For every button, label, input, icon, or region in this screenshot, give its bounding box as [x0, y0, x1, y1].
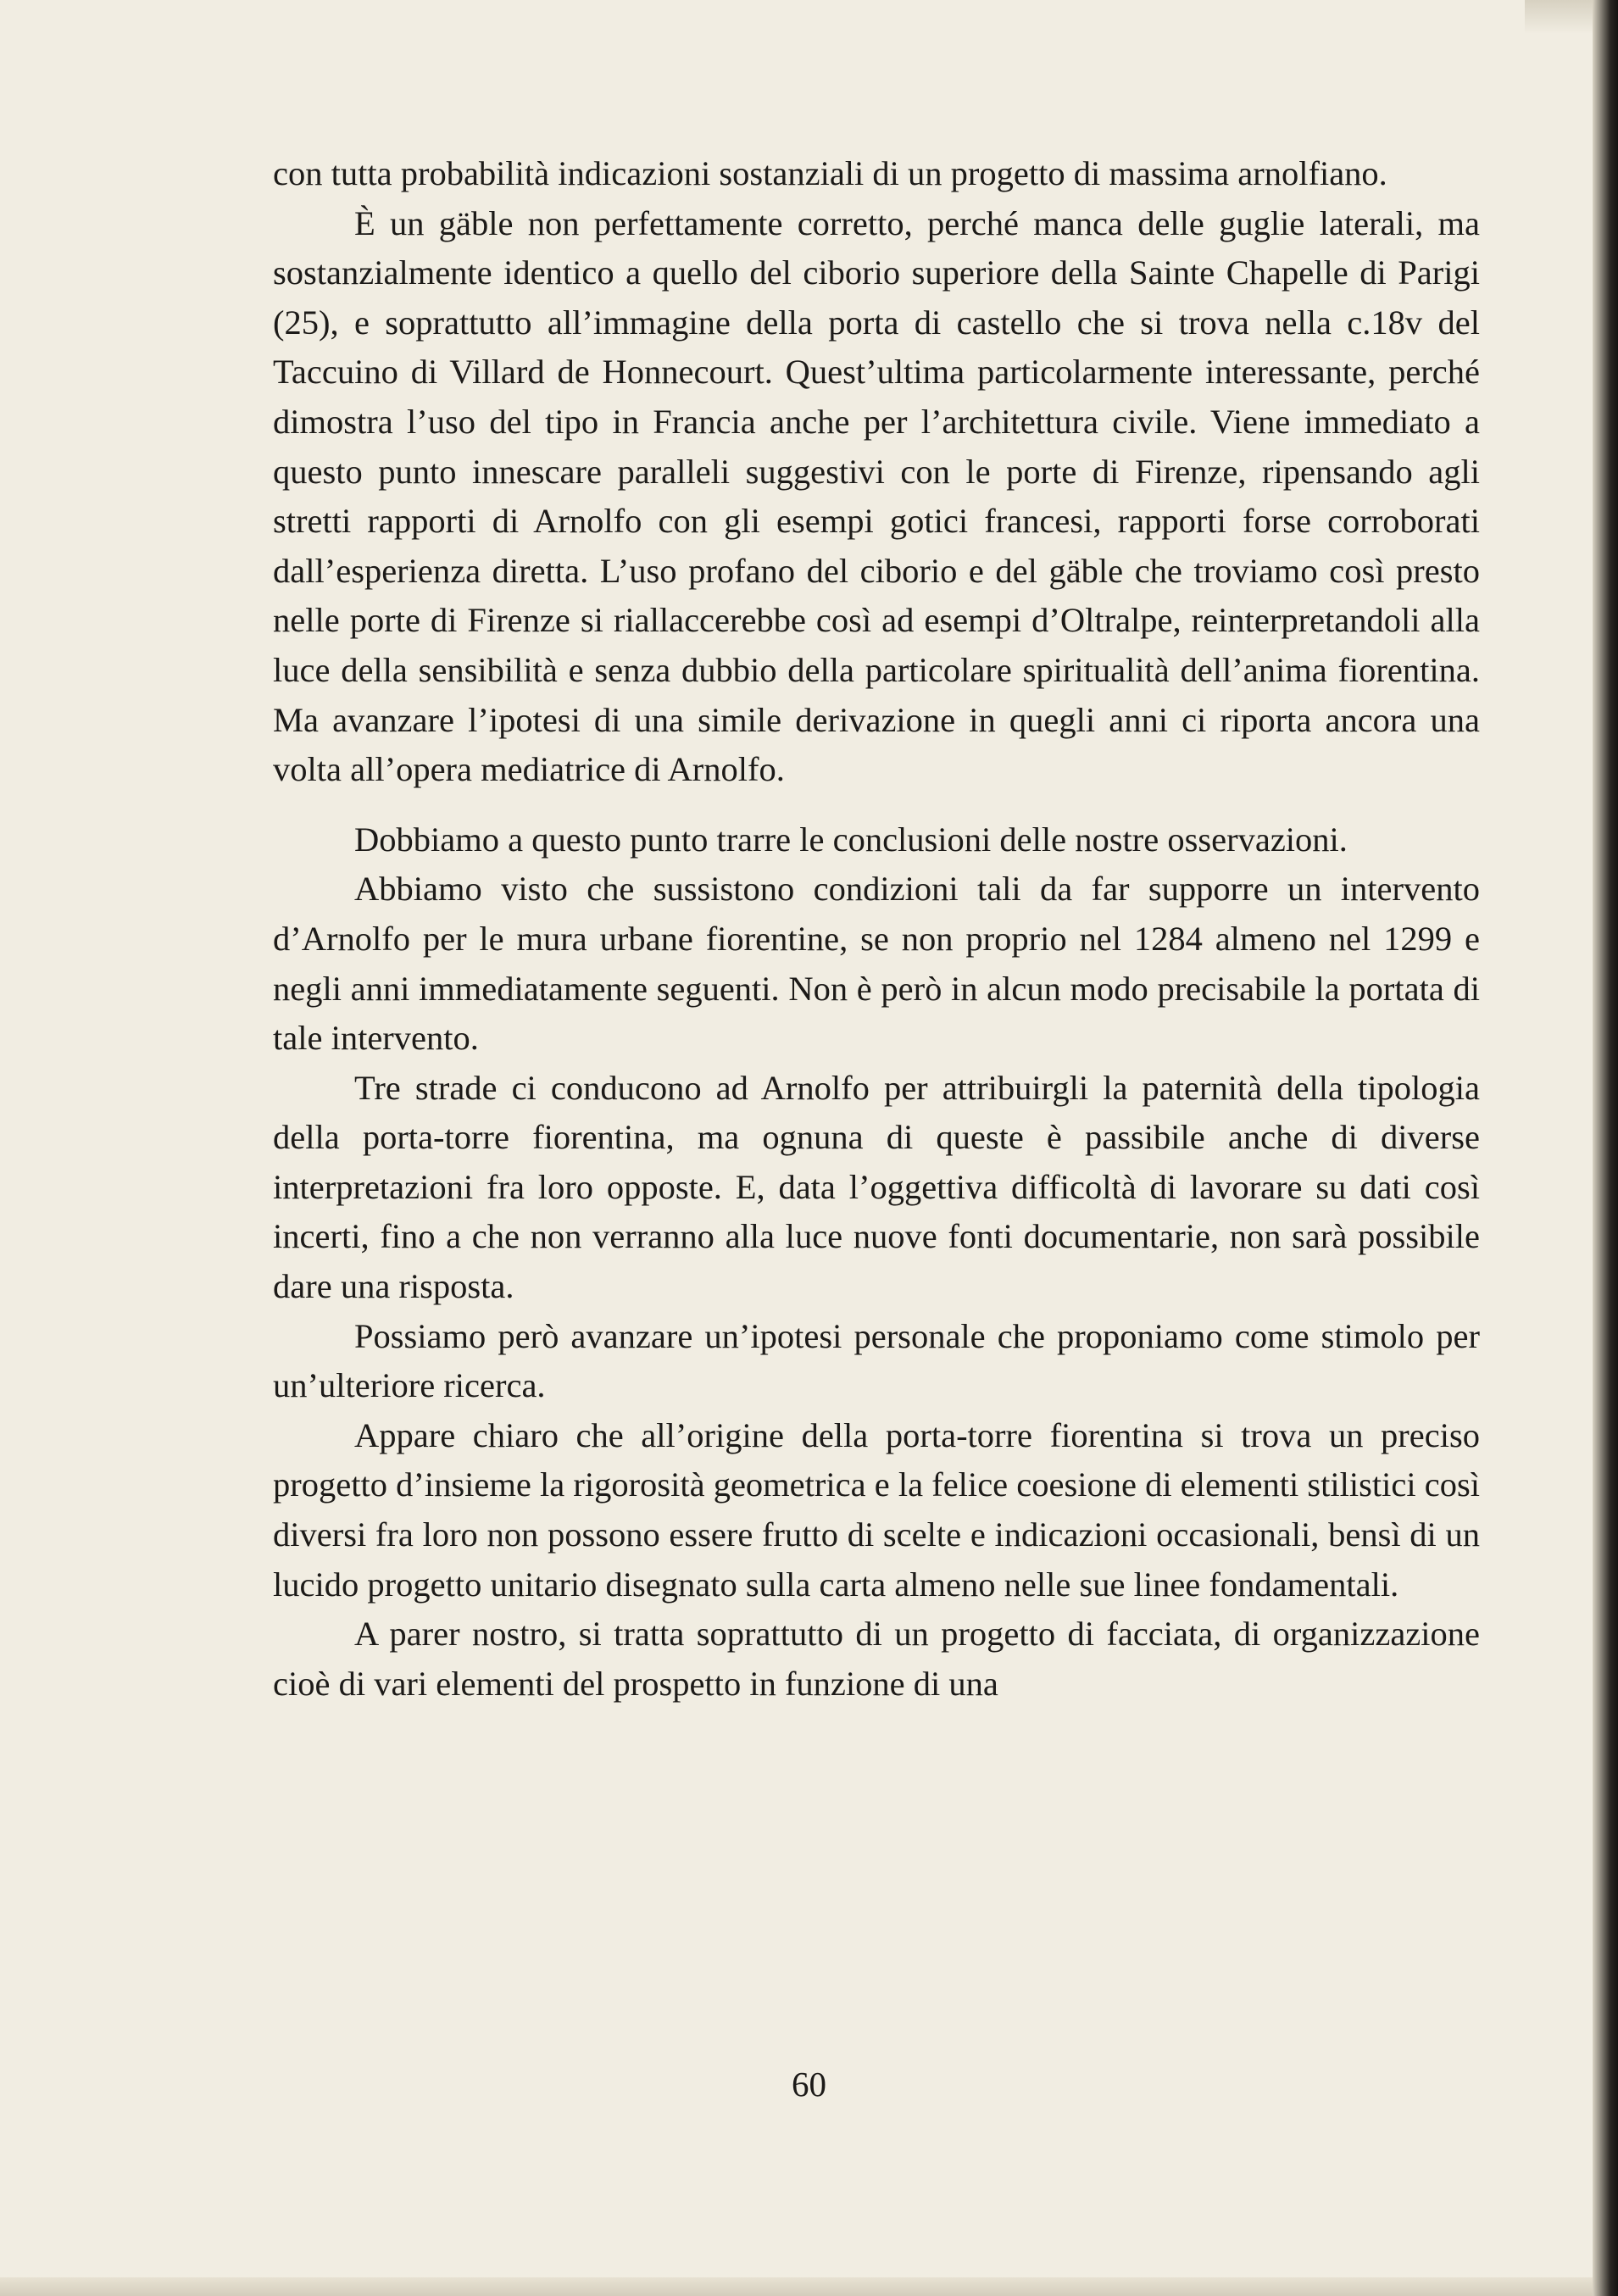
page-edge-shadow [1593, 0, 1618, 2296]
paragraph-continuation: con tutta probabilità indicazioni sostanziali di un progetto di massima arnolfiano. [273, 154, 1387, 192]
paragraph-facade: A parer nostro, si tratta soprattutto di un progetto di facciata, di organizzazione cioè di vari elementi del prospetto in funzione di una [273, 1615, 1480, 1703]
paragraph-hypothesis: Possiamo però avanzare un’ipotesi personale che proponiamo come stimolo per un’ulteriore ricerca. [273, 1316, 1480, 1405]
body-text [273, 149, 1480, 1709]
page-bottom-edge [0, 2277, 1593, 2296]
paragraph-gable: È un gäble non perfettamente corretto, perché manca delle guglie laterali, ma sostanzialmente identico a quello del ciborio superiore della Sainte Chapelle di Parigi (25), e soprattutto all’immagine della porta di castello che si trova nella c.18v del Taccuino di Villard de Honnecourt. Quest’ultima particolarmente interessante, perché dimostra l’uso del tipo in Francia anche per l’architettura civile. Viene immediato a questo punto innescare paralleli suggestivi con le porte di Firenze, ripensando agli stretti rapporti di Arnolfo con gli esempi gotici francesi, rapporti forse corroborati dall’esperienza diretta. L’uso profano del ciborio e del gäble che troviamo così presto nelle porte di Firenze si riallaccerebbe così ad esempi d’Oltralpe, reinterpretandoli alla luce della sensibilità e senza dubbio della particolare spiritualità dell’anima fiorentina. Ma avanzare l’ipotesi di una simile derivazione in quegli anni ci riporta ancora una volta all’opera mediatrice di Arnolfo. [273, 203, 1480, 789]
page-corner-shadow [1525, 0, 1593, 34]
page-number: 60 [792, 2065, 826, 2104]
paragraph-project: Appare chiaro che all’origine della porta-torre fiorentina si trova un preciso progetto d’insieme la rigorosità geometrica e la felice coesione di elementi stilistici così diversi fra loro non possono essere frutto di scelte e indicazioni occasionali, bensì di un lucido progetto unitario disegnato sulla carta almeno nelle sue linee fondamentali. [273, 1415, 1480, 1604]
paragraph-arnolfo-intervention: Abbiamo visto che sussistono condizioni tali da far supporre un intervento d’Arnolfo per le mura urbane fiorentine, se non proprio nel 1284 almeno nel 1299 e negli anni immediatamente seguenti. Non è però in alcun modo precisabile la portata di tale intervento. [273, 870, 1480, 1058]
paragraph-conclusions-intro: Dobbiamo a questo punto trarre le conclusioni delle nostre osservazioni. [354, 820, 1348, 859]
paragraph-three-paths: Tre strade ci conducono ad Arnolfo per attribuirgli la paternità della tipologia della porta-torre fiorentina, ma ognuna di queste è passibile anche di diverse interpretazioni fra loro opposte. E, data l’oggettiva difficoltà di lavorare su dati così incerti, fino a che non verranno alla luce nuove fonti documentarie, non sarà possibile dare una risposta. [273, 1068, 1480, 1306]
